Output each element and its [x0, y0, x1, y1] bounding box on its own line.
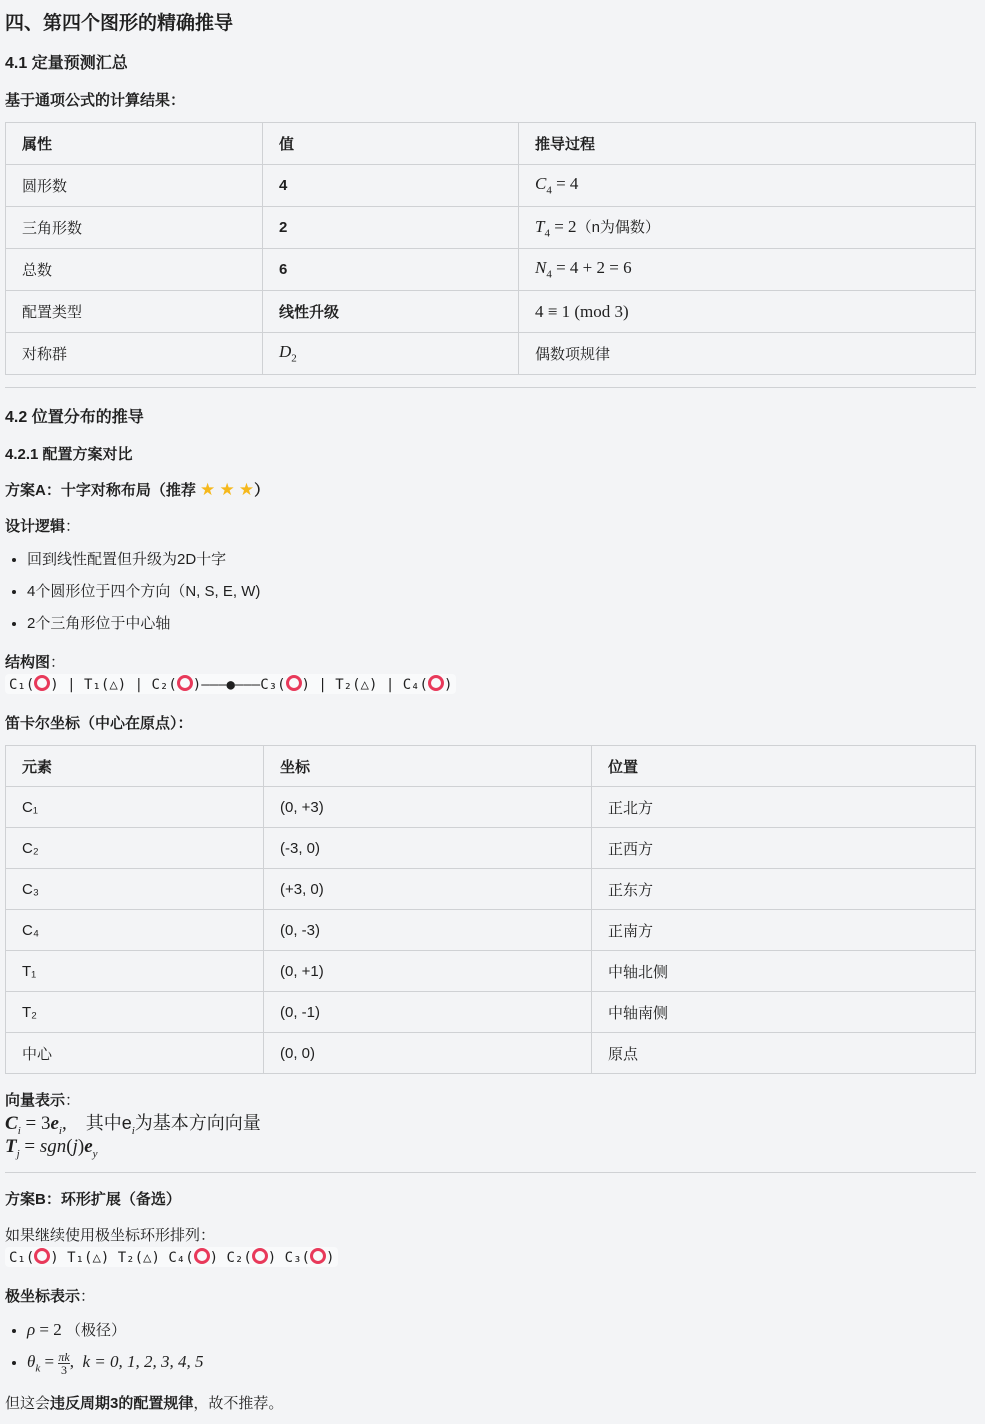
polar-list [5, 1314, 203, 1378]
header-cell: 元素 [6, 746, 264, 787]
star-icon: ★ [238, 480, 255, 499]
cell: (0, 0) [264, 1033, 592, 1074]
cell: 正南方 [592, 910, 976, 951]
vector-formula-t: $T_j = sgn(j)e_y$ [5, 1136, 98, 1160]
cell: 正西方 [592, 828, 976, 869]
formula: $N_4 = 4 + 2 = 6$ [519, 249, 976, 291]
header-cell: 属性 [6, 123, 263, 165]
coords-table [5, 745, 976, 1074]
table-row [6, 165, 976, 207]
cell: 三角形数 [6, 207, 263, 249]
cell: (0, -1) [264, 992, 592, 1033]
table-row [6, 291, 976, 333]
ring-sequence: C₁( ) T₁(△) T₂(△) C₄( ) C₂( ) C₃( ) [5, 1247, 338, 1267]
cell: 原点 [592, 1033, 976, 1074]
polar-label: 极坐标表示： [5, 1288, 96, 1305]
cell: 中心 [6, 1033, 264, 1074]
cell: T₂ [6, 992, 264, 1033]
summary-table [5, 122, 976, 375]
table-row [6, 992, 976, 1033]
table-header-row [6, 746, 976, 787]
cell: T₁ [6, 951, 264, 992]
table-row [6, 910, 976, 951]
cell: C₂ [6, 828, 264, 869]
cell: (0, +3) [264, 787, 592, 828]
heading-4-2: 4.2 位置分布的推导 [5, 409, 144, 426]
formula: $D_2$ [263, 333, 519, 375]
circle-icon [177, 675, 193, 691]
table-row [6, 333, 976, 375]
cell: 4 [263, 165, 519, 207]
list-item: • 回到线性配置但升级为2D十字 [27, 544, 260, 576]
cell: 中轴北侧 [592, 951, 976, 992]
cell: 中轴南侧 [592, 992, 976, 1033]
star-icon: ★ [200, 480, 216, 499]
vector-label: 向量表示： [5, 1092, 81, 1109]
cell: 配置类型 [6, 291, 263, 333]
diagram-label: 结构图： [5, 654, 66, 671]
cell: (0, +1) [264, 951, 592, 992]
circle-icon [428, 675, 444, 691]
cell: C₁ [6, 787, 264, 828]
cell: (-3, 0) [264, 828, 592, 869]
header-cell: 推导过程 [519, 123, 976, 165]
header-cell: 坐标 [264, 746, 592, 787]
formula: 4 ≡ 1 (mod 3) [519, 291, 976, 333]
divider [5, 1172, 976, 1173]
cell: 对称群 [6, 333, 263, 375]
list-item: • ρ = 2 （极径） [27, 1314, 203, 1346]
table-row [6, 869, 976, 910]
circle-icon [286, 675, 302, 691]
cell: 正北方 [592, 787, 976, 828]
logic-list [5, 544, 260, 640]
logic-label: 设计逻辑： [5, 518, 81, 535]
circle-icon [252, 1248, 268, 1264]
heading-4-1: 4.1 定量预测汇总 [5, 55, 128, 72]
circle-icon [34, 675, 50, 691]
cell: 圆形数 [6, 165, 263, 207]
star-icon: ★ [219, 480, 235, 499]
plan-a-title: 方案A：十字对称布局（推荐 ★ ★ ★） [5, 480, 270, 499]
cell: 总数 [6, 249, 263, 291]
circle-icon [194, 1248, 210, 1264]
cell: (+3, 0) [264, 869, 592, 910]
coords-label: 笛卡尔坐标（中心在原点）： [5, 715, 193, 732]
formula: $C_4 = 4$ [519, 165, 976, 207]
list-item: • 4个圆形位于四个方向（N, S, E, W) [27, 576, 260, 608]
cell: 线性升级 [263, 291, 519, 333]
plan-b-title: 方案B：环形扩展（备选） [5, 1191, 181, 1208]
table-row [6, 828, 976, 869]
intro-text: 基于通项公式的计算结果： [5, 92, 186, 109]
table-row [6, 787, 976, 828]
circle-icon [310, 1248, 326, 1264]
table-header-row [6, 123, 976, 165]
list-item: • 2个三角形位于中心轴 [27, 608, 260, 640]
vector-formula-c: $C_i = 3e_i$, 其中$e_i$为基本方向向量 [5, 1113, 261, 1137]
cell: 2 [263, 207, 519, 249]
divider [5, 387, 976, 388]
header-cell: 位置 [592, 746, 976, 787]
table-row [6, 207, 976, 249]
heading-4-2-1: 4.2.1 配置方案对比 [5, 446, 133, 463]
plan-b-intro: 如果继续使用极坐标环形排列： [5, 1227, 216, 1244]
list-item: • $\theta_k$ = πk 3 , k = 0, 1, 2, 3, 4, 5 [27, 1346, 203, 1378]
table-row [6, 1033, 976, 1074]
cell: 6 [263, 249, 519, 291]
cell: C₄ [6, 910, 264, 951]
structure-diagram: C₁( ) | T₁(△) | C₂( )———●———C₃( ) | T₂(△) | C₄( ) [5, 674, 456, 694]
header-cell: 值 [263, 123, 519, 165]
cell: C₃ [6, 869, 264, 910]
cell: 正东方 [592, 869, 976, 910]
table-row [6, 951, 976, 992]
formula: $T_4 = 2(n$为偶数） [519, 207, 976, 249]
cell: 偶数项规律 [519, 333, 976, 375]
section-title: 四、第四个图形的精确推导 [5, 13, 234, 34]
conclusion: 但这会违反周期3的配置规律，故不推荐。 [5, 1395, 284, 1412]
cell: (0, -3) [264, 910, 592, 951]
circle-icon [34, 1248, 50, 1264]
table-row [6, 249, 976, 291]
